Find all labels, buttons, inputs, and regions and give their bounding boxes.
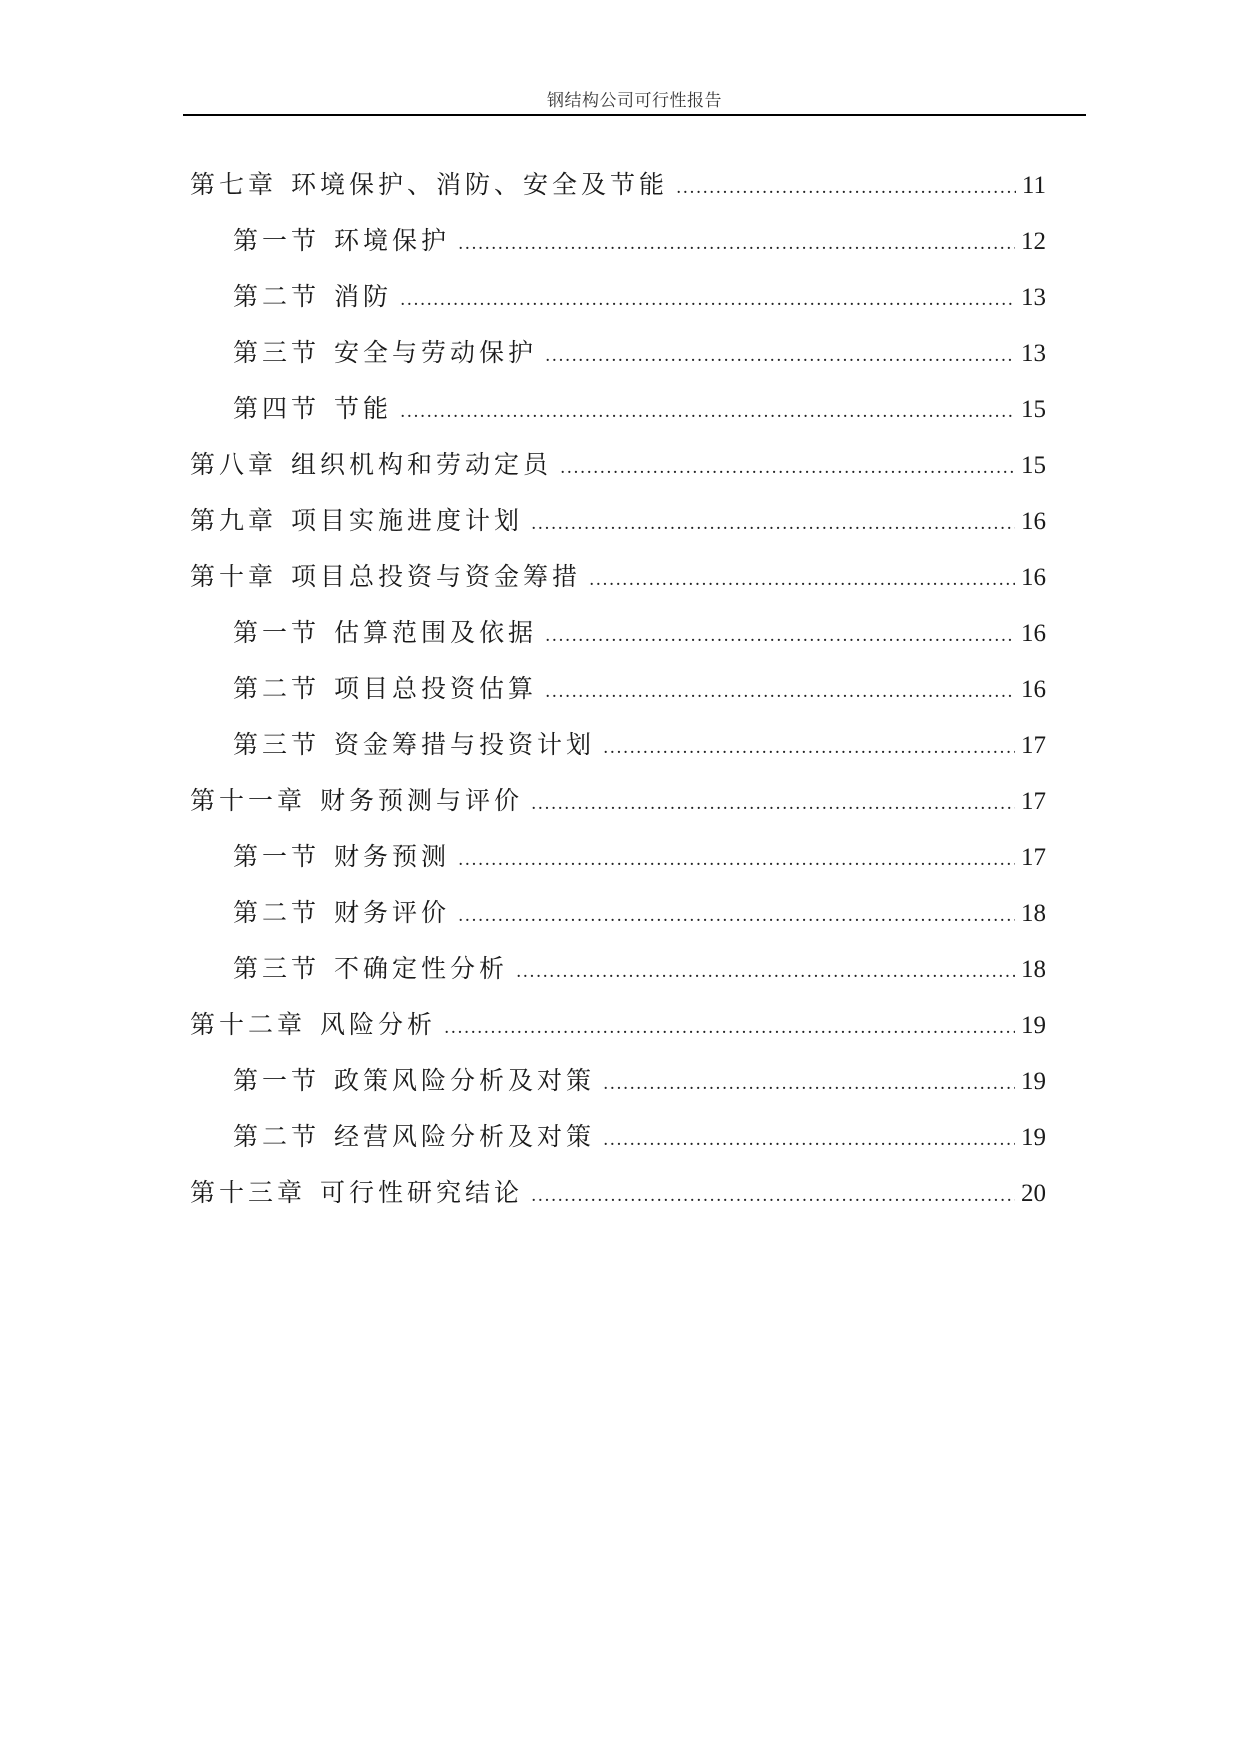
toc-entry-title: 项目总投资与资金筹措	[291, 562, 582, 591]
toc-entry-number: 第二节	[233, 898, 321, 927]
toc-entry-number: 第一节	[233, 1066, 321, 1095]
toc-entry-number: 第二节	[233, 1122, 321, 1151]
running-header: 钢结构公司可行性报告	[547, 91, 722, 111]
toc-entry-number: 第十一章	[190, 786, 307, 815]
toc-entry-section[interactable]	[233, 1061, 1046, 1101]
toc-entry-title: 财务预测	[334, 842, 451, 871]
toc-entry-title: 环境保护、消防、安全及节能	[291, 170, 669, 199]
dot-leader	[560, 448, 1015, 488]
toc-entry-page: 17	[1021, 788, 1046, 815]
toc-entry-label	[233, 893, 450, 933]
dot-leader	[531, 1176, 1015, 1216]
toc-entry-number: 第四节	[233, 394, 321, 423]
toc-entry-label	[190, 557, 581, 597]
dot-leader	[531, 504, 1015, 544]
toc-entry-title: 估算范围及依据	[334, 618, 538, 647]
toc-entry-title: 财务评价	[334, 898, 451, 927]
toc-entry-chapter-11[interactable]	[190, 781, 1046, 821]
toc-entry-page: 18	[1021, 900, 1046, 927]
toc-entry-page: 13	[1021, 284, 1046, 311]
toc-entry-page: 16	[1021, 676, 1046, 703]
toc-entry-title: 不确定性分析	[334, 954, 509, 983]
dot-leader	[589, 560, 1015, 600]
toc-entry-number: 第一节	[233, 226, 321, 255]
toc-entry-label	[190, 445, 552, 485]
toc-entry-page: 13	[1021, 340, 1046, 367]
dot-leader	[603, 1120, 1015, 1160]
toc-entry-title: 组织机构和劳动定员	[291, 450, 553, 479]
toc-entry-label	[233, 949, 508, 989]
toc-entry-page: 15	[1021, 396, 1046, 423]
dot-leader	[458, 224, 1015, 264]
toc-entry-chapter-10[interactable]	[190, 557, 1046, 597]
dot-leader	[545, 672, 1015, 712]
toc-entry-number: 第二节	[233, 282, 321, 311]
toc-entry-label	[190, 501, 523, 541]
toc-entry-title: 经营风险分析及对策	[334, 1122, 596, 1151]
dot-leader	[676, 168, 1016, 208]
toc-entry-page: 17	[1021, 732, 1046, 759]
dot-leader	[400, 392, 1015, 432]
dot-leader	[444, 1008, 1015, 1048]
toc-entry-section[interactable]	[233, 221, 1046, 261]
toc-entry-number: 第一节	[233, 618, 321, 647]
toc-entry-chapter-8[interactable]	[190, 445, 1046, 485]
dot-leader	[545, 616, 1015, 656]
toc-entry-page: 19	[1021, 1068, 1046, 1095]
toc-entry-section[interactable]	[233, 837, 1046, 877]
toc-entry-section[interactable]	[233, 1117, 1046, 1157]
toc-entry-title: 消防	[334, 282, 393, 311]
toc-entry-section[interactable]	[233, 893, 1046, 933]
dot-leader	[458, 896, 1015, 936]
toc-entry-page: 17	[1021, 844, 1046, 871]
toc-entry-page: 15	[1021, 452, 1046, 479]
toc-entry-section[interactable]	[233, 949, 1046, 989]
toc-entry-section[interactable]	[233, 725, 1046, 765]
toc-entry-title: 资金筹措与投资计划	[334, 730, 596, 759]
toc-entry-number: 第一节	[233, 842, 321, 871]
toc-entry-page: 12	[1021, 228, 1046, 255]
toc-entry-chapter-9[interactable]	[190, 501, 1046, 541]
toc-entry-number: 第三节	[233, 954, 321, 983]
toc-entry-number: 第九章	[190, 506, 278, 535]
dot-leader	[531, 784, 1015, 824]
toc-entry-number: 第十二章	[190, 1010, 307, 1039]
toc-entry-section[interactable]	[233, 389, 1046, 429]
toc-entry-number: 第三节	[233, 730, 321, 759]
toc-entry-page: 20	[1021, 1180, 1046, 1207]
toc-entry-number: 第十三章	[190, 1178, 307, 1207]
toc-entry-section[interactable]	[233, 277, 1046, 317]
toc-entry-title: 可行性研究结论	[320, 1178, 524, 1207]
dot-leader	[603, 728, 1015, 768]
toc-entry-label	[233, 725, 595, 765]
toc-entry-label	[233, 837, 450, 877]
toc-entry-label	[190, 165, 668, 205]
toc-entry-label	[190, 781, 523, 821]
toc-entry-page: 18	[1021, 956, 1046, 983]
toc-entry-title: 环境保护	[334, 226, 451, 255]
toc-entry-label	[233, 613, 537, 653]
toc-entry-section[interactable]	[233, 613, 1046, 653]
toc-entry-label	[233, 669, 537, 709]
toc-entry-number: 第三节	[233, 338, 321, 367]
toc-entry-label	[233, 277, 392, 317]
toc-entry-section[interactable]	[233, 333, 1046, 373]
toc-entry-number: 第八章	[190, 450, 278, 479]
dot-leader	[603, 1064, 1015, 1104]
toc-entry-page: 16	[1021, 564, 1046, 591]
toc-entry-title: 节能	[334, 394, 393, 423]
toc-entry-chapter-13[interactable]	[190, 1173, 1046, 1213]
toc-entry-number: 第七章	[190, 170, 278, 199]
toc-entry-label	[190, 1005, 436, 1045]
dot-leader	[400, 280, 1015, 320]
toc-entry-page: 19	[1021, 1012, 1046, 1039]
toc-entry-label	[233, 221, 450, 261]
toc-entry-label	[233, 1061, 595, 1101]
toc-entry-label	[233, 333, 537, 373]
toc-entry-number: 第十章	[190, 562, 278, 591]
toc-entry-title: 项目实施进度计划	[291, 506, 524, 535]
toc-entry-section[interactable]	[233, 669, 1046, 709]
toc-entry-title: 风险分析	[320, 1010, 437, 1039]
toc-entry-title: 安全与劳动保护	[334, 338, 538, 367]
toc-entry-page: 11	[1021, 172, 1046, 199]
header-rule	[183, 114, 1086, 116]
dot-leader	[545, 336, 1015, 376]
toc-entry-title: 项目总投资估算	[334, 674, 538, 703]
toc-entry-page: 16	[1021, 508, 1046, 535]
toc-entry-chapter-7[interactable]	[190, 165, 1046, 205]
toc-entry-label	[233, 1117, 595, 1157]
toc-entry-title: 财务预测与评价	[320, 786, 524, 815]
toc-entry-label	[190, 1173, 523, 1213]
toc-entry-page: 16	[1021, 620, 1046, 647]
toc-entry-title: 政策风险分析及对策	[334, 1066, 596, 1095]
toc-entry-chapter-12[interactable]	[190, 1005, 1046, 1045]
toc-entry-number: 第二节	[233, 674, 321, 703]
dot-leader	[516, 952, 1015, 992]
toc-entry-label	[233, 389, 392, 429]
toc-entry-page: 19	[1021, 1124, 1046, 1151]
dot-leader	[458, 840, 1015, 880]
